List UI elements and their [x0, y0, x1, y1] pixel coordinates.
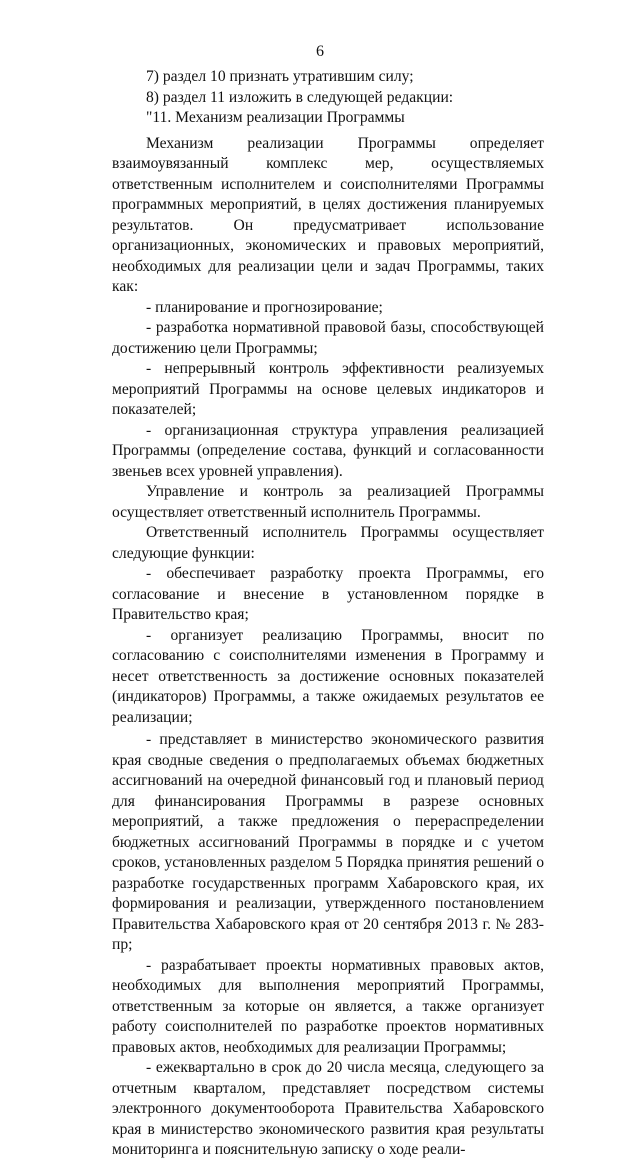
- bullet-control: - непрерывный контроль эффективности реализуемых мероприятий Программы на основе целевых индикаторов и показателей;: [112, 360, 544, 418]
- bullet-planning: - планирование и прогнозирование;: [146, 298, 383, 316]
- document-body: [112, 67, 544, 1161]
- paragraph-mechanism: Механизм реализации Программы определяет взаимоувязанный комплекс мер, осуществляемых ответственным исполнителем и соисполнителями Программы программных мероприятий, в целях достижения планируемых результатов. Он предусматривает использование организационных, экономических и правовых мероприятий, необходимых для реализации цели и задач Программы, таких как:: [112, 134, 544, 295]
- bullet-legal-acts: - разрабатывает проекты нормативных правовых актов, необходимых для выполнения мероприятий Программы, ответственным за которые он является, а также организует работу соисполнителей по разработке проектов нормативных правовых актов, необходимых для реализации Программы;: [112, 956, 544, 1056]
- list-item-8: 8) раздел 11 изложить в следующей редакции:: [146, 88, 454, 106]
- paragraph-functions: Ответственный исполнитель Программы осуществляет следующие функции:: [112, 524, 544, 562]
- section-heading: "11. Механизм реализации Программы: [146, 109, 405, 126]
- bullet-development: - обеспечивает разработку проекта Программы, его согласование и внесение в установленном порядке в Правительство края;: [112, 565, 544, 623]
- bullet-organization: - организует реализацию Программы, вносит по согласованию с соисполнителями изменения в Программу и несет ответственность за достижение основных показателей (индикаторов) Программы, а также ожидаемых результатов ее реализации;: [112, 626, 544, 726]
- bullet-legal-base: - разработка нормативной правовой базы, способствующей достижению цели Программы;: [112, 319, 544, 357]
- paragraph-management: Управление и контроль за реализацией Программы осуществляет ответственный исполнитель Программы.: [112, 483, 544, 521]
- bullet-reporting: - представляет в министерство экономического развития края сводные сведения о предполагаемых объемах бюджетных ассигнований на очередной финансовый год и плановый период для финансирования Программы в разрезе основных мероприятий, а также предложения о перераспределении бюджетных ассигнований Программы в порядке и с учетом сроков, установленных разделом 5 Порядка принятия решений о разработке государственных программ Хабаровского края, их формирования и реализации, утвержденного постановлением Правительства Хабаровского края от 20 сентября 2013 г. № 283-пр;: [112, 731, 544, 953]
- page-number: 6: [316, 43, 324, 60]
- list-item-7: 7) раздел 10 признать утратившим силу;: [146, 68, 414, 85]
- bullet-structure: - организационная структура управления реализацией Программы (определение состава, функций и согласованности звеньев всех уровней управления).: [112, 421, 544, 480]
- bullet-quarterly: - ежеквартально в срок до 20 числа месяца, следующего за отчетным кварталом, представляет посредством системы электронного документооборота Правительства Хабаровского края в министерство экономического развития края результаты мониторинга и пояснительную записку о ходе реали-: [112, 1059, 544, 1158]
